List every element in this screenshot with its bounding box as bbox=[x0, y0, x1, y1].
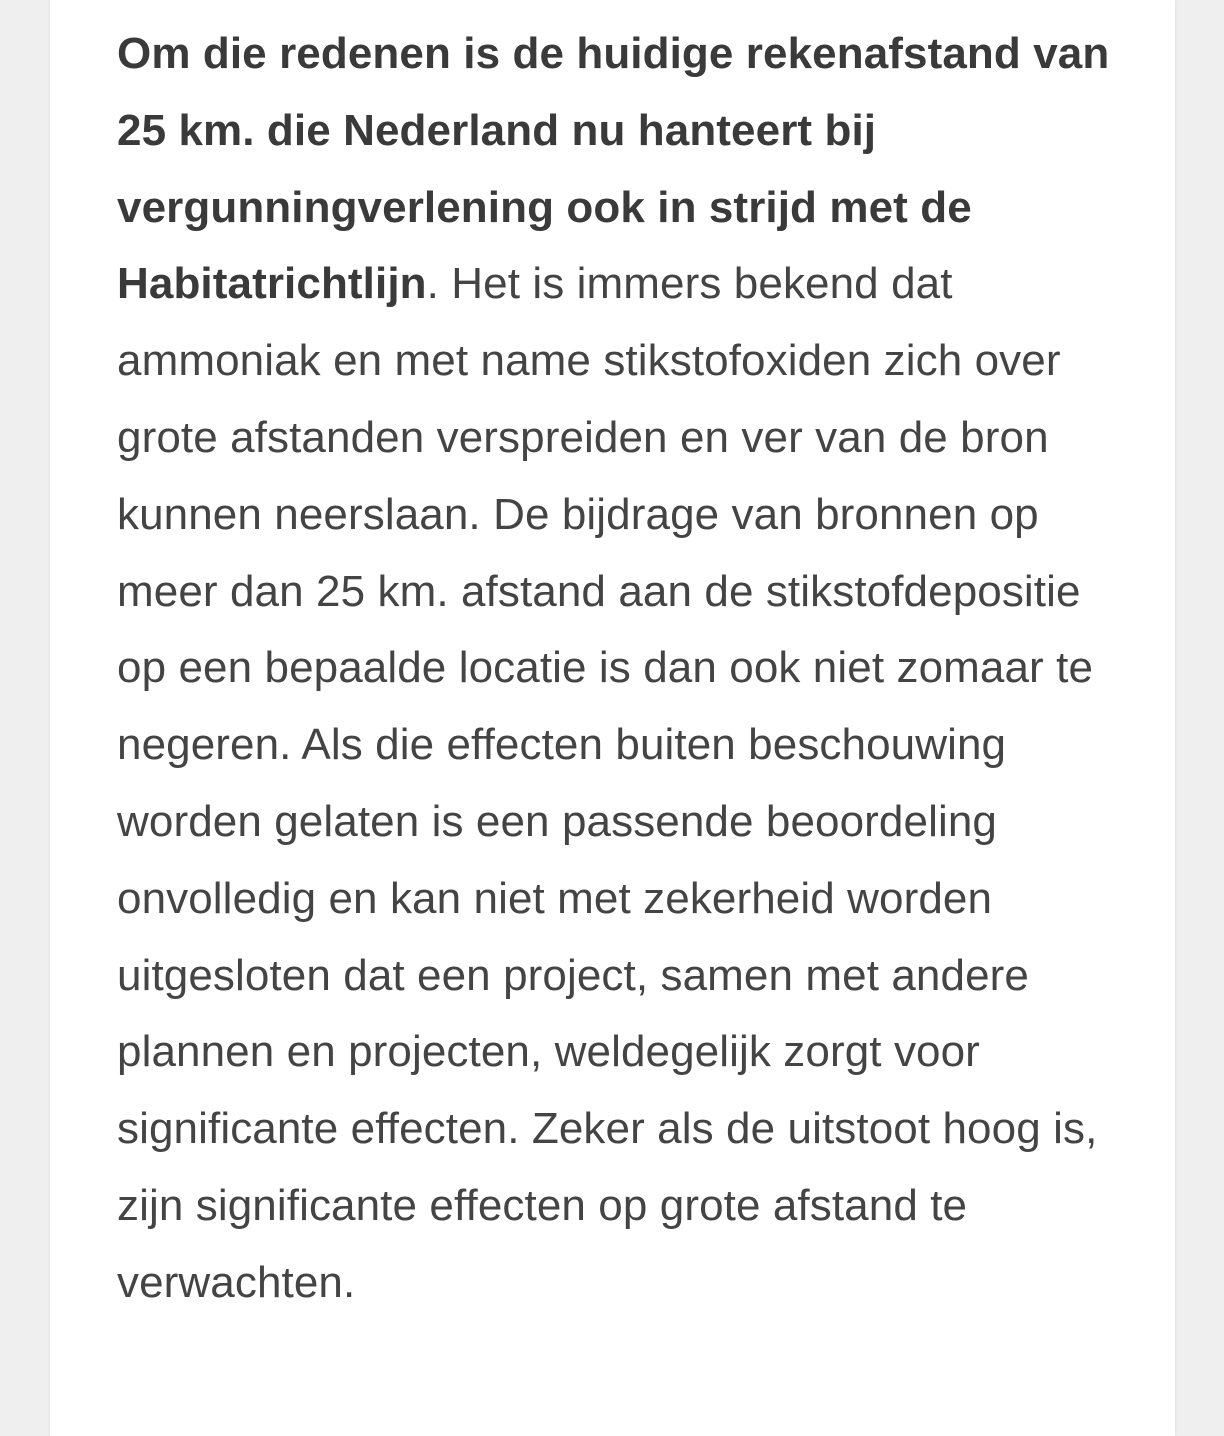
paragraph-text: . Het is immers bekend dat ammoniak en met name stikstofoxiden zich over grote afstanden verspreiden en ver van de bron kunnen neerslaan. De bijdrage van bronnen op meer dan 25 km. afstand aan de stikstofdepositie op een bepaalde locatie is dan ook niet zomaar te negeren. Als die effecten buiten beschouwing worden gelaten is een passende beoordeling onvolledig en kan niet met zekerheid worden uitgesloten dat een project, samen met andere plannen en projecten, weldegelijk zorgt voor significante effecten. Zeker als de uitstoot hoog is, zijn significante effecten op grote afstand te verwachten. bbox=[117, 259, 1098, 1307]
bold-lead-text: Om die redenen is de huidige rekenafstand van 25 km. die Nederland nu hanteert bij vergunningverlening ook in strijd met de Habitatrichtlijn bbox=[117, 29, 1110, 309]
article-paragraph bbox=[117, 16, 1117, 1322]
